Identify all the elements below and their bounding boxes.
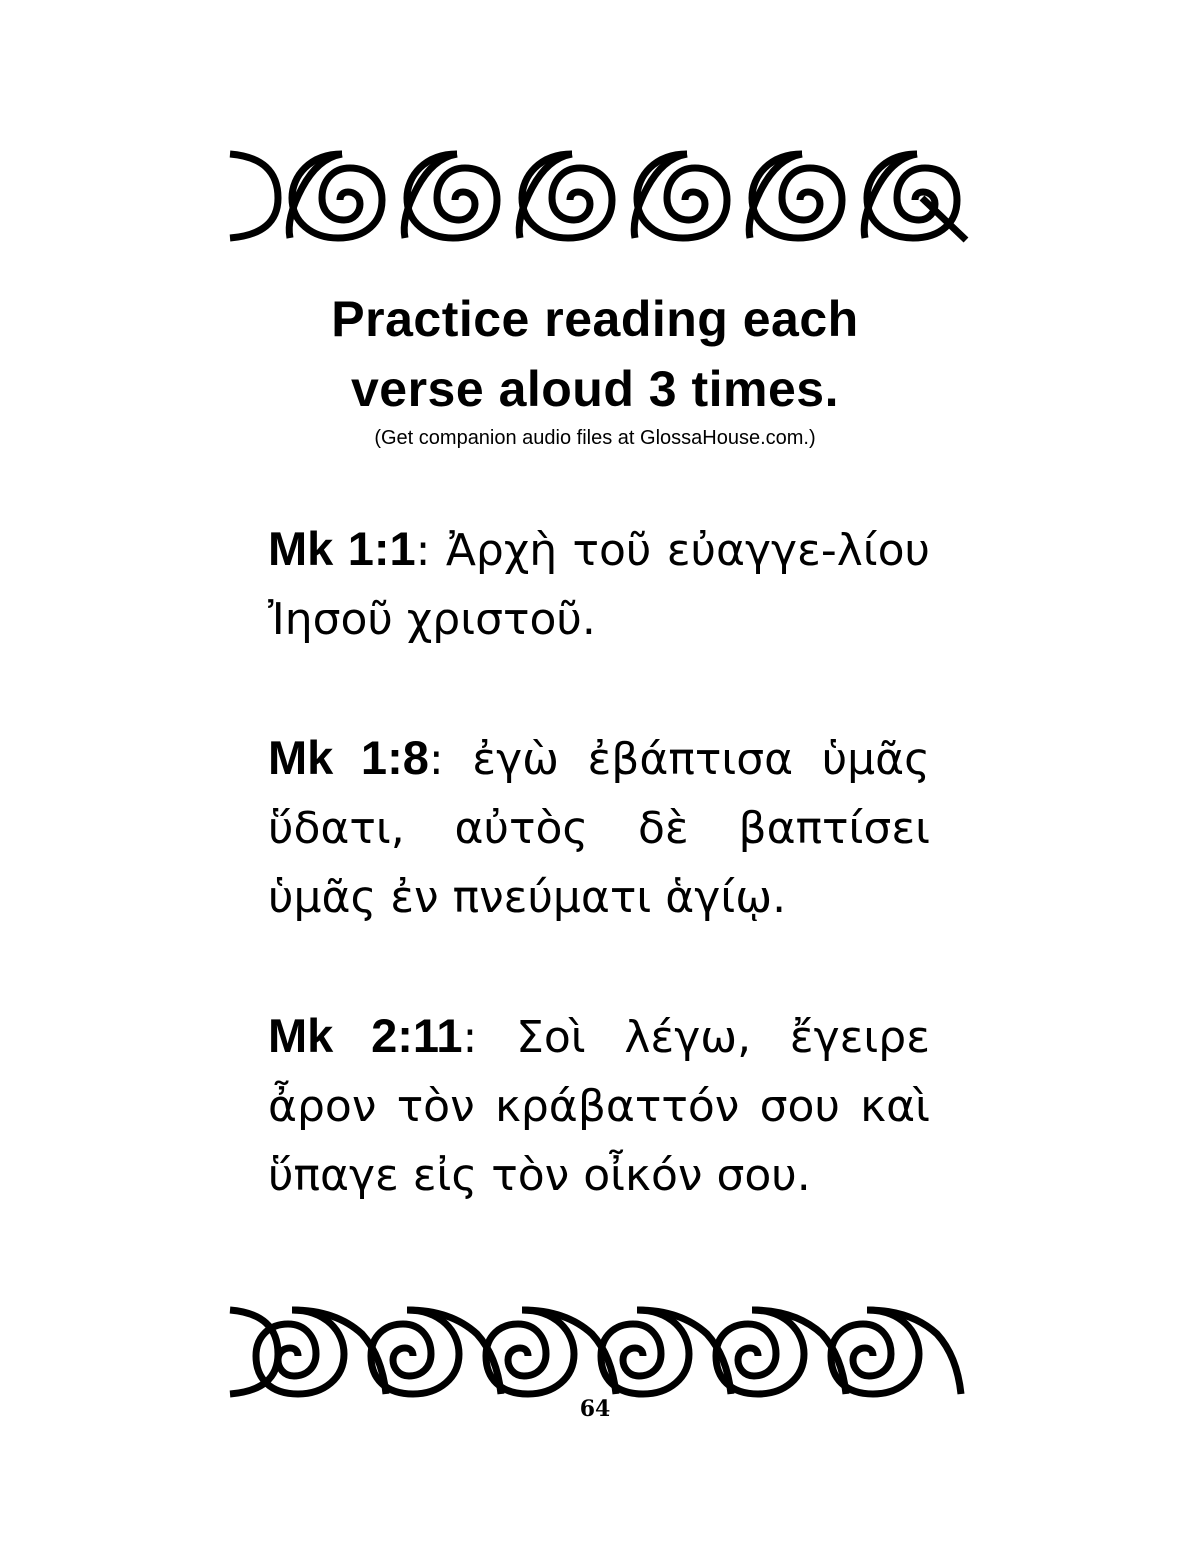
verse-mk-1-1: Mk 1:1: Ἀρχὴ τοῦ εὐαγγε-λίου Ἰησοῦ χριστοῦ. [268,522,930,645]
verse-reference: Mk 2:11 [268,1009,463,1062]
verse-reference: Mk 1:1 [268,522,416,575]
heading-line-2: verse aloud 3 times. [350,361,839,417]
verse-mk-2-11: Mk 2:11: Σοὶ λέγω, ἔγειρε ἆρον τὸν κράβαττόν σου καὶ ὕπαγε εἰς τὸν οἶκόν σου. [268,1009,930,1201]
verse-text: ἐγὼ ἐβάπτισα ὑμᾶς ὕδατι, αὐτὸς δὲ βαπτίσει ὑμᾶς ἐν πνεύματι ἁγίῳ. [268,734,931,923]
greek-wave-border-top [226,148,970,244]
page-number: 64 [579,1396,611,1422]
audio-note: (Get companion audio files at GlossaHouse.com.) [374,427,816,449]
heading-line-1: Practice reading each [331,291,859,347]
practice-heading [195,284,995,424]
verse-text: Ἀρχὴ τοῦ εὐαγγε-λίου Ἰησοῦ χριστοῦ. [268,525,930,645]
verse-mk-1-8: Mk 1:8: ἐγὼ ἐβάπτισα ὑμᾶς ὕδατι, αὐτὸς δὲ βαπτίσει ὑμᾶς ἐν πνεύματι ἁγίῳ. [268,731,931,923]
verse-reference: Mk 1:8 [268,731,429,784]
greek-wave-border-icon [226,1304,970,1400]
greek-wave-border-bottom [226,1304,970,1400]
greek-wave-border-icon [226,148,970,244]
wave-start-crescent [230,154,278,238]
verse-text: Σοὶ λέγω, ἔγειρε ἆρον τὸν κράβαττόν σου καὶ ὕπαγε εἰς τὸν οἶκόν σου. [268,1012,930,1201]
